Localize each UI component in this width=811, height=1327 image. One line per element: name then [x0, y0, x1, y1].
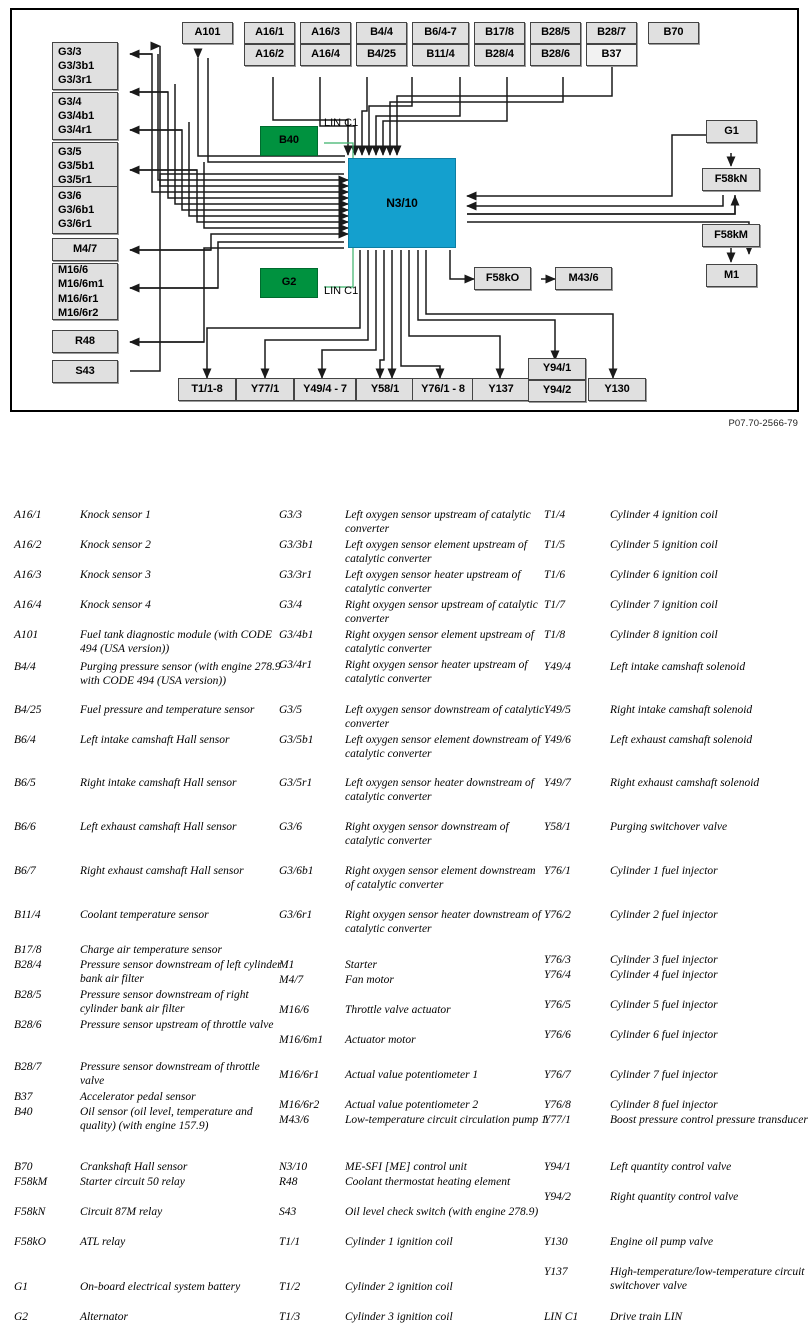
legend-key: Y76/7 — [544, 1069, 571, 1081]
legend-item — [279, 1113, 547, 1127]
legend-item — [544, 1113, 811, 1127]
legend-item — [14, 1018, 282, 1032]
legend-desc: Actual value potentiometer 1 — [345, 1069, 479, 1081]
legend-item — [544, 1310, 811, 1324]
legend-item — [14, 660, 282, 688]
legend-item — [14, 568, 282, 582]
legend-desc: Cylinder 7 ignition coil — [610, 599, 718, 611]
legend-desc: Engine oil pump valve — [610, 1236, 714, 1248]
legend-key: F58kM — [14, 1176, 48, 1188]
legend-desc: Pressure sensor downstream of right cylinder bank air filter — [80, 989, 249, 1016]
legend-desc: Accelerator pedal sensor — [80, 1091, 196, 1103]
legend-key: M16/6m1 — [279, 1034, 324, 1046]
legend-key: M16/6r1 — [279, 1069, 320, 1081]
legend-key: M16/6r2 — [279, 1099, 320, 1111]
legend-desc: Circuit 87M relay — [80, 1206, 163, 1218]
legend-desc: Left intake camshaft solenoid — [610, 661, 746, 673]
component-box-a101[interactable]: A101 — [182, 22, 233, 44]
component-box-m4-7[interactable]: M4/7 — [52, 238, 118, 261]
legend-key: T1/4 — [544, 509, 566, 521]
legend-desc: Cylinder 5 ignition coil — [610, 539, 718, 551]
component-box-t1-1-8[interactable]: T1/1-8 — [178, 378, 236, 401]
g3-4-line-3: G3/4r1 — [58, 124, 92, 137]
legend-key: A16/1 — [14, 509, 42, 521]
legend-key: Y137 — [544, 1266, 568, 1278]
legend-item — [544, 1160, 811, 1174]
legend-desc: Knock sensor 2 — [80, 539, 151, 551]
component-box-b70[interactable]: B70 — [648, 22, 699, 44]
component-box-b6-4-7[interactable]: B6/4-7 — [412, 22, 469, 44]
legend-item — [14, 1060, 282, 1088]
legend-column-3 — [544, 500, 811, 1327]
legend-item — [14, 1160, 282, 1174]
legend-item — [279, 1033, 547, 1047]
legend-desc: Left intake camshaft Hall sensor — [80, 734, 230, 746]
legend-key: B6/6 — [14, 821, 36, 833]
legend-key: Y76/8 — [544, 1099, 571, 1111]
component-box-b4-25[interactable]: B4/25 — [356, 44, 407, 66]
m16-6-line-3: M16/6r1 — [58, 292, 99, 305]
component-box-m43-6[interactable]: M43/6 — [555, 267, 612, 290]
component-box-y94-2[interactable]: Y94/2 — [528, 380, 586, 402]
legend-desc: Cylinder 6 fuel injector — [610, 1029, 718, 1041]
legend-desc: Oil sensor (oil level, temperature and quality) (with engine 157.9) — [80, 1106, 253, 1133]
legend-item — [14, 1090, 282, 1104]
legend-item — [544, 568, 811, 582]
legend-item — [14, 628, 282, 656]
legend-desc: Cylinder 4 fuel injector — [610, 969, 718, 981]
legend-desc: Boost pressure control pressure transducer — [610, 1114, 808, 1126]
lin-bus-label-b40: LIN C1 — [324, 117, 359, 129]
legend-item — [279, 568, 547, 596]
legend-desc: Cylinder 1 ignition coil — [345, 1236, 453, 1248]
legend-key: Y94/2 — [544, 1191, 571, 1203]
legend-desc: Coolant temperature sensor — [80, 909, 209, 921]
component-box-y49-4-7[interactable]: Y49/4 - 7 — [294, 378, 356, 401]
legend-desc: Left oxygen sensor heater downstream of catalytic converter — [345, 777, 534, 804]
legend-desc: Knock sensor 4 — [80, 599, 151, 611]
legend-key: Y49/5 — [544, 704, 571, 716]
component-box-b28-6[interactable]: B28/6 — [530, 44, 581, 66]
legend-desc: Cylinder 8 fuel injector — [610, 1099, 718, 1111]
legend-item — [279, 1235, 547, 1249]
g3-5-line-1: G3/5 — [58, 145, 82, 158]
legend-item — [544, 864, 811, 878]
component-legend — [0, 500, 811, 1327]
legend-desc: Knock sensor 3 — [80, 569, 151, 581]
legend-item — [14, 908, 282, 922]
legend-desc: Left exhaust camshaft Hall sensor — [80, 821, 237, 833]
legend-desc: Pressure sensor upstream of throttle valve — [80, 1019, 274, 1031]
legend-desc: Cylinder 3 fuel injector — [610, 954, 718, 966]
component-box-y130[interactable]: Y130 — [588, 378, 646, 401]
component-box-b4-4[interactable]: B4/4 — [356, 22, 407, 44]
component-box-b37[interactable]: B37 — [586, 44, 637, 66]
legend-key: B40 — [14, 1106, 33, 1118]
component-box-y76-1-8[interactable]: Y76/1 - 8 — [412, 378, 474, 401]
legend-item — [279, 973, 547, 987]
legend-item — [279, 908, 547, 936]
legend-key: Y77/1 — [544, 1114, 571, 1126]
legend-desc: Pressure sensor downstream of throttle valve — [80, 1061, 260, 1088]
legend-desc: Left oxygen sensor element downstream of catalytic converter — [345, 734, 541, 761]
legend-key: G1 — [14, 1281, 29, 1293]
legend-key: G3/3 — [279, 509, 302, 521]
component-box-a16-4[interactable]: A16/4 — [300, 44, 351, 66]
legend-key: G3/6b1 — [279, 865, 314, 877]
legend-item — [279, 1160, 547, 1174]
legend-desc: High-temperature/low-temperature circuit switchover valve — [610, 1266, 805, 1293]
legend-desc: Right oxygen sensor upstream of catalytic converter — [345, 599, 538, 626]
legend-key: Y76/4 — [544, 969, 571, 981]
wiring-diagram-frame — [10, 8, 799, 412]
g3-6-line-1: G3/6 — [58, 189, 82, 202]
legend-key: B6/4 — [14, 734, 36, 746]
legend-key: N3/10 — [279, 1161, 308, 1173]
legend-item — [279, 864, 547, 892]
component-box-m16-6-group[interactable] — [52, 263, 118, 320]
legend-item — [279, 1175, 547, 1189]
legend-key: M43/6 — [279, 1114, 310, 1126]
m16-6-line-4: M16/6r2 — [58, 306, 99, 319]
legend-key: G3/4b1 — [279, 629, 314, 641]
g3-3-line-1: G3/3 — [58, 45, 82, 58]
component-box-b40[interactable]: B40 — [260, 126, 318, 156]
legend-key: T1/6 — [544, 569, 566, 581]
legend-key: M1 — [279, 959, 295, 971]
legend-item — [544, 953, 811, 967]
legend-desc: Left oxygen sensor upstream of catalytic converter — [345, 509, 531, 536]
legend-item — [544, 703, 811, 717]
g3-3-line-3: G3/3r1 — [58, 74, 92, 87]
legend-desc: Right intake camshaft Hall sensor — [80, 777, 237, 789]
legend-key: B37 — [14, 1091, 33, 1103]
legend-item — [279, 703, 547, 731]
m16-6-line-1: M16/6 — [58, 263, 89, 276]
legend-key: B4/4 — [14, 661, 36, 673]
legend-key: M4/7 — [279, 974, 304, 986]
legend-item — [279, 776, 547, 804]
component-box-y94-1[interactable]: Y94/1 — [528, 358, 586, 380]
legend-desc: Oil level check switch (with engine 278.9) — [345, 1206, 539, 1218]
legend-desc: Fuel tank diagnostic module (with CODE 494 (USA version)) — [80, 629, 272, 656]
legend-desc: Right oxygen sensor element upstream of catalytic converter — [345, 629, 534, 656]
legend-key: S43 — [279, 1206, 297, 1218]
legend-desc: Cylinder 2 fuel injector — [610, 909, 718, 921]
legend-key: G2 — [14, 1311, 29, 1323]
legend-item — [544, 598, 811, 612]
legend-item — [14, 1235, 282, 1249]
legend-key: G3/4r1 — [279, 659, 313, 671]
legend-desc: Left quantity control valve — [610, 1161, 732, 1173]
legend-item — [14, 958, 282, 986]
component-box-r48[interactable]: R48 — [52, 330, 118, 353]
legend-key: B4/25 — [14, 704, 42, 716]
legend-item — [14, 943, 282, 957]
legend-desc: Starter — [345, 959, 377, 971]
legend-desc: Crankshaft Hall sensor — [80, 1161, 188, 1173]
legend-desc: ATL relay — [80, 1236, 126, 1248]
legend-desc: Fuel pressure and temperature sensor — [80, 704, 255, 716]
legend-desc: Drive train LIN — [610, 1311, 683, 1323]
component-box-a16-3[interactable]: A16/3 — [300, 22, 351, 44]
legend-item — [279, 598, 547, 626]
legend-key: Y76/3 — [544, 954, 571, 966]
legend-key: B70 — [14, 1161, 33, 1173]
component-box-b28-4[interactable]: B28/4 — [474, 44, 525, 66]
legend-key: Y49/4 — [544, 661, 571, 673]
legend-key: Y94/1 — [544, 1161, 571, 1173]
legend-key: Y76/2 — [544, 909, 571, 921]
component-box-b28-5[interactable]: B28/5 — [530, 22, 581, 44]
component-box-b17-8[interactable]: B17/8 — [474, 22, 525, 44]
legend-item — [544, 1265, 811, 1293]
legend-key: B28/5 — [14, 989, 42, 1001]
legend-desc: Actual value potentiometer 2 — [345, 1099, 479, 1111]
legend-item — [14, 598, 282, 612]
legend-item — [279, 820, 547, 848]
legend-key: A16/3 — [14, 569, 42, 581]
component-box-f58ko[interactable]: F58kO — [474, 267, 531, 290]
legend-key: G3/5b1 — [279, 734, 314, 746]
legend-item — [14, 538, 282, 552]
legend-item — [544, 820, 811, 834]
legend-desc: Right exhaust camshaft Hall sensor — [80, 865, 244, 877]
legend-item — [14, 1205, 282, 1219]
legend-item — [279, 1003, 547, 1017]
g3-4-line-2: G3/4b1 — [58, 109, 95, 122]
legend-key: Y58/1 — [544, 821, 571, 833]
legend-desc: Left oxygen sensor downstream of catalytic converter — [345, 704, 545, 731]
legend-desc: Throttle valve actuator — [345, 1004, 451, 1016]
legend-key: LIN C1 — [544, 1311, 579, 1323]
legend-item — [14, 1280, 282, 1294]
legend-key: M16/6 — [279, 1004, 310, 1016]
figure-reference-code: P07.70-2566-79 — [728, 418, 798, 429]
legend-desc: Left oxygen sensor element upstream of catalytic converter — [345, 539, 527, 566]
legend-key: B11/4 — [14, 909, 41, 921]
legend-desc: Knock sensor 1 — [80, 509, 151, 521]
legend-key: G3/3b1 — [279, 539, 314, 551]
legend-item — [544, 1235, 811, 1249]
legend-key: G3/6 — [279, 821, 302, 833]
legend-key: A16/2 — [14, 539, 42, 551]
legend-desc: Left exhaust camshaft solenoid — [610, 734, 753, 746]
legend-desc: ME-SFI [ME] control unit — [345, 1161, 467, 1173]
legend-desc: Right oxygen sensor heater upstream of catalytic converter — [345, 659, 528, 686]
legend-item — [14, 988, 282, 1016]
legend-column-2 — [279, 500, 546, 1327]
legend-key: T1/1 — [279, 1236, 301, 1248]
legend-desc: Right intake camshaft solenoid — [610, 704, 753, 716]
legend-key: Y76/5 — [544, 999, 571, 1011]
legend-key: B28/4 — [14, 959, 42, 971]
component-box-b11-4[interactable]: B11/4 — [412, 44, 469, 66]
legend-key: G3/3r1 — [279, 569, 313, 581]
legend-item — [544, 733, 811, 747]
legend-key: T1/8 — [544, 629, 566, 641]
legend-desc: Right exhaust camshaft solenoid — [610, 777, 760, 789]
legend-desc: Cylinder 2 ignition coil — [345, 1281, 453, 1293]
legend-key: T1/7 — [544, 599, 566, 611]
legend-item — [544, 1068, 811, 1082]
legend-item — [544, 628, 811, 642]
legend-item — [544, 998, 811, 1012]
legend-item — [14, 820, 282, 834]
legend-key: G3/6r1 — [279, 909, 313, 921]
component-box-g3-3-group[interactable] — [52, 42, 118, 90]
legend-item — [279, 1205, 547, 1219]
legend-item — [544, 908, 811, 922]
legend-item — [544, 508, 811, 522]
legend-desc: Pressure sensor downstream of left cylinder bank air filter — [80, 959, 282, 986]
legend-desc: Low-temperature circuit circulation pump 1 — [345, 1114, 547, 1126]
legend-desc: Fan motor — [345, 974, 394, 986]
component-box-g3-5-group[interactable] — [52, 142, 118, 190]
legend-key: B28/6 — [14, 1019, 42, 1031]
legend-desc: Cylinder 7 fuel injector — [610, 1069, 718, 1081]
legend-item — [279, 958, 547, 972]
legend-key: F58kN — [14, 1206, 46, 1218]
legend-item — [279, 628, 547, 656]
legend-item — [14, 1105, 282, 1133]
legend-key: Y49/6 — [544, 734, 571, 746]
legend-desc: Cylinder 5 fuel injector — [610, 999, 718, 1011]
legend-item — [14, 864, 282, 878]
component-box-a16-1[interactable]: A16/1 — [244, 22, 295, 44]
g3-5-line-2: G3/5b1 — [58, 159, 95, 172]
legend-item — [544, 1028, 811, 1042]
legend-key: Y76/6 — [544, 1029, 571, 1041]
legend-desc: Cylinder 8 ignition coil — [610, 629, 718, 641]
legend-item — [279, 538, 547, 566]
g3-5-line-3: G3/5r1 — [58, 174, 92, 187]
legend-item — [544, 968, 811, 982]
legend-item — [14, 776, 282, 790]
legend-item — [279, 733, 547, 761]
legend-desc: Purging switchover valve — [610, 821, 728, 833]
legend-desc: Right oxygen sensor heater downstream of catalytic converter — [345, 909, 542, 936]
legend-key: B17/8 — [14, 944, 42, 956]
legend-item — [14, 508, 282, 522]
legend-item — [279, 1098, 547, 1112]
legend-column-1 — [14, 500, 281, 1327]
legend-key: G3/4 — [279, 599, 302, 611]
legend-desc: Cylinder 6 ignition coil — [610, 569, 718, 581]
legend-desc: Cylinder 1 fuel injector — [610, 865, 718, 877]
legend-desc: On-board electrical system battery — [80, 1281, 241, 1293]
legend-item — [544, 776, 811, 790]
legend-desc: Right oxygen sensor element downstream of catalytic converter — [345, 865, 536, 892]
legend-item — [279, 508, 547, 536]
legend-desc: Cylinder 4 ignition coil — [610, 509, 718, 521]
legend-key: A16/4 — [14, 599, 42, 611]
legend-desc: Starter circuit 50 relay — [80, 1176, 185, 1188]
legend-item — [279, 1280, 547, 1294]
component-box-m1[interactable]: M1 — [706, 264, 757, 287]
legend-key: F58kO — [14, 1236, 46, 1248]
control-unit-n3-10[interactable]: N3/10 — [348, 158, 456, 248]
legend-key: B6/7 — [14, 865, 36, 877]
legend-desc: Right quantity control valve — [610, 1191, 739, 1203]
legend-item — [279, 1310, 547, 1324]
component-box-g3-4-group[interactable] — [52, 92, 118, 140]
legend-item — [14, 1310, 282, 1324]
legend-item — [14, 733, 282, 747]
legend-item — [544, 538, 811, 552]
component-box-f58kn[interactable]: F58kN — [702, 168, 760, 191]
legend-key: A101 — [14, 629, 39, 641]
legend-item — [279, 658, 547, 686]
component-box-g2[interactable]: G2 — [260, 268, 318, 298]
component-box-y58-1[interactable]: Y58/1 — [356, 378, 414, 401]
legend-item — [14, 703, 282, 717]
legend-key: Y49/7 — [544, 777, 571, 789]
component-box-y137[interactable]: Y137 — [472, 378, 530, 401]
legend-desc: Alternator — [80, 1311, 128, 1323]
component-box-b28-7[interactable]: B28/7 — [586, 22, 637, 44]
component-box-g3-6-group[interactable] — [52, 186, 118, 234]
legend-desc: Coolant thermostat heating element — [345, 1176, 511, 1188]
m16-6-line-2: M16/6m1 — [58, 278, 104, 291]
legend-key: G3/5r1 — [279, 777, 313, 789]
g3-6-line-3: G3/6r1 — [58, 218, 92, 231]
lin-bus-label-g2: LIN C1 — [324, 285, 359, 297]
legend-item — [14, 1175, 282, 1189]
g3-6-line-2: G3/6b1 — [58, 203, 95, 216]
legend-desc: Purging pressure sensor (with engine 278.9 with CODE 494 (USA version)) — [80, 661, 281, 688]
legend-key: B6/5 — [14, 777, 36, 789]
component-box-s43[interactable]: S43 — [52, 360, 118, 383]
legend-key: T1/5 — [544, 539, 566, 551]
legend-key: T1/3 — [279, 1311, 301, 1323]
legend-desc: Cylinder 3 ignition coil — [345, 1311, 453, 1323]
legend-key: Y130 — [544, 1236, 568, 1248]
legend-key: T1/2 — [279, 1281, 301, 1293]
legend-key: Y76/1 — [544, 865, 571, 877]
legend-desc: Actuator motor — [345, 1034, 416, 1046]
legend-desc: Right oxygen sensor downstream of catalytic converter — [345, 821, 509, 848]
legend-item — [544, 1098, 811, 1112]
legend-item — [279, 1068, 547, 1082]
component-box-y77-1[interactable]: Y77/1 — [236, 378, 294, 401]
component-box-f58km[interactable]: F58kM — [702, 224, 760, 247]
legend-key: B28/7 — [14, 1061, 42, 1073]
component-box-a16-2[interactable]: A16/2 — [244, 44, 295, 66]
legend-item — [544, 1190, 811, 1204]
component-box-g1[interactable]: G1 — [706, 120, 757, 143]
legend-key: R48 — [279, 1176, 298, 1188]
legend-item — [544, 660, 811, 674]
g3-4-line-1: G3/4 — [58, 95, 82, 108]
legend-desc: Left oxygen sensor heater upstream of catalytic converter — [345, 569, 521, 596]
legend-key: G3/5 — [279, 704, 302, 716]
g3-3-line-2: G3/3b1 — [58, 59, 95, 72]
legend-desc: Charge air temperature sensor — [80, 944, 222, 956]
